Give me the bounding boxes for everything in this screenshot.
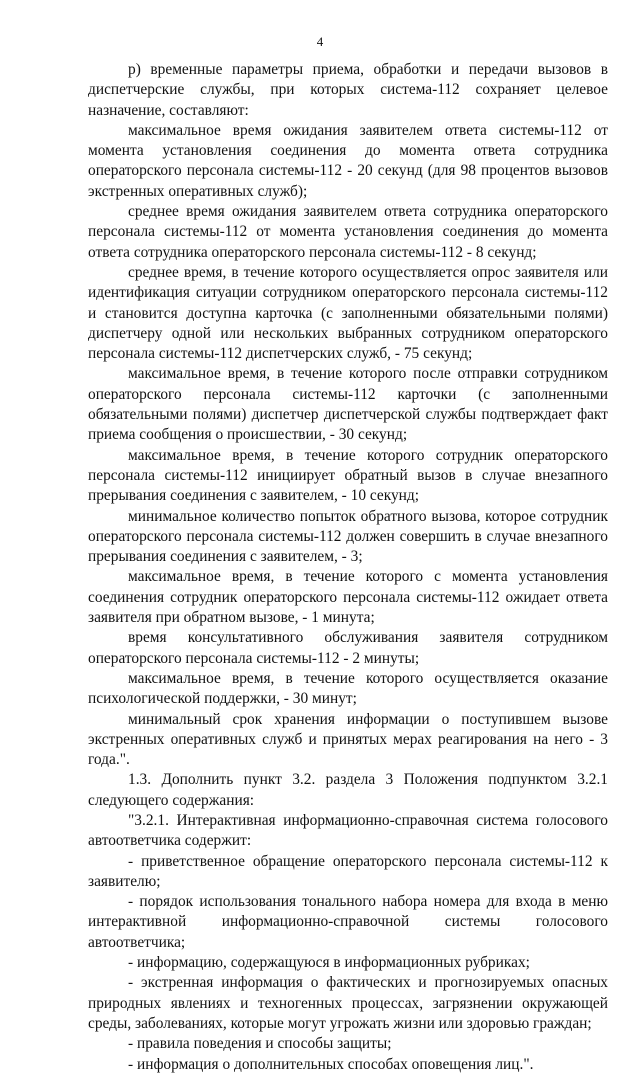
paragraph: минимальное количество попыток обратного вызова, которое сотрудник операторского персонала системы-112 должен совершить в случае внезапного прерывания соединения с заявителем, - 3; [88,507,608,566]
paragraph: р) временные параметры приема, обработки и передачи вызовов в диспетчерские службы, при которых система-112 сохраняет целевое назначение, составляют: [88,61,608,119]
paragraph: - приветственное обращение операторского персонала системы-112 к заявителю; [88,852,608,890]
document-body [88,60,608,1075]
paragraph: среднее время ожидания заявителем ответа сотрудника операторского персонала системы-112 от момента установления соединения до момента ответа сотрудника операторского персонала системы-112 - 8 секунд; [88,203,608,261]
paragraph: максимальное время, в течение которого сотрудник операторского персонала системы-112 инициирует обратный вызов в случае внезапного прерывания соединения с заявителем, - 10 секунд; [88,446,608,505]
paragraph: - правила поведения и способы защиты; [128,1035,392,1053]
paragraph: максимальное время, в течение которого после отправки сотрудником операторского персонала системы-112 карточки (с заполненными обязательными полями) диспетчер диспетчерской службы подтверждает факт приема сообщения о происшествии, - 30 секунд; [88,365,608,444]
paragraph: - информация о дополнительных способах оповещения лиц.". [128,1055,534,1073]
paragraph: - порядок использования тонального набора номера для входа в меню интерактивной информационно-справочной системы голосового автоответчика; [88,893,608,951]
paragraph: "3.2.1. Интерактивная информационно-справочная система голосового автоответчика содержит: [88,811,608,850]
paragraph: время консультативного обслуживания заявителя сотрудником операторского персонала системы-112 - 2 минуты; [88,629,608,667]
paragraph: минимальный срок хранения информации о поступившем вызове экстренных оперативных служб и принятых мерах реагирования на него - 3 года.". [88,710,608,769]
paragraph: максимальное время ожидания заявителем ответа системы-112 от момента установления соединения до момента ответа сотрудника операторского персонала системы-112 - 20 секунд (для 98 процентов вызовов экстренных оперативных служб); [88,121,608,200]
paragraph: - информацию, содержащуюся в информационных рубриках; [128,954,530,972]
page-number: 4 [316,34,324,49]
paragraph: среднее время, в течение которого осуществляется опрос заявителя или идентификация ситуации сотрудником операторского персонала системы-112 и становится доступна карточка (с заполненными обязательными полями) диспетчеру одной или нескольких выбранных сотрудником операторского персонала системы-112 диспетчерских служб, - 75 секунд; [88,263,608,363]
paragraph: - экстренная информация о фактических и прогнозируемых опасных природных явлениях и техногенных процессах, загрязнении окружающей среды, заболеваниях, которые могут угрожать жизни или здоровью граждан; [88,974,608,1032]
paragraph: 1.3. Дополнить пункт 3.2. раздела 3 Положения подпунктом 3.2.1 следующего содержания: [88,771,608,809]
paragraph: максимальное время, в течение которого с момента установления соединения сотрудник операторского персонала системы-112 ожидает ответа заявителя при обратном вызове, - 1 минута; [88,568,608,627]
paragraph: максимальное время, в течение которого осуществляется оказание психологической поддержки, - 30 минут; [88,669,608,708]
